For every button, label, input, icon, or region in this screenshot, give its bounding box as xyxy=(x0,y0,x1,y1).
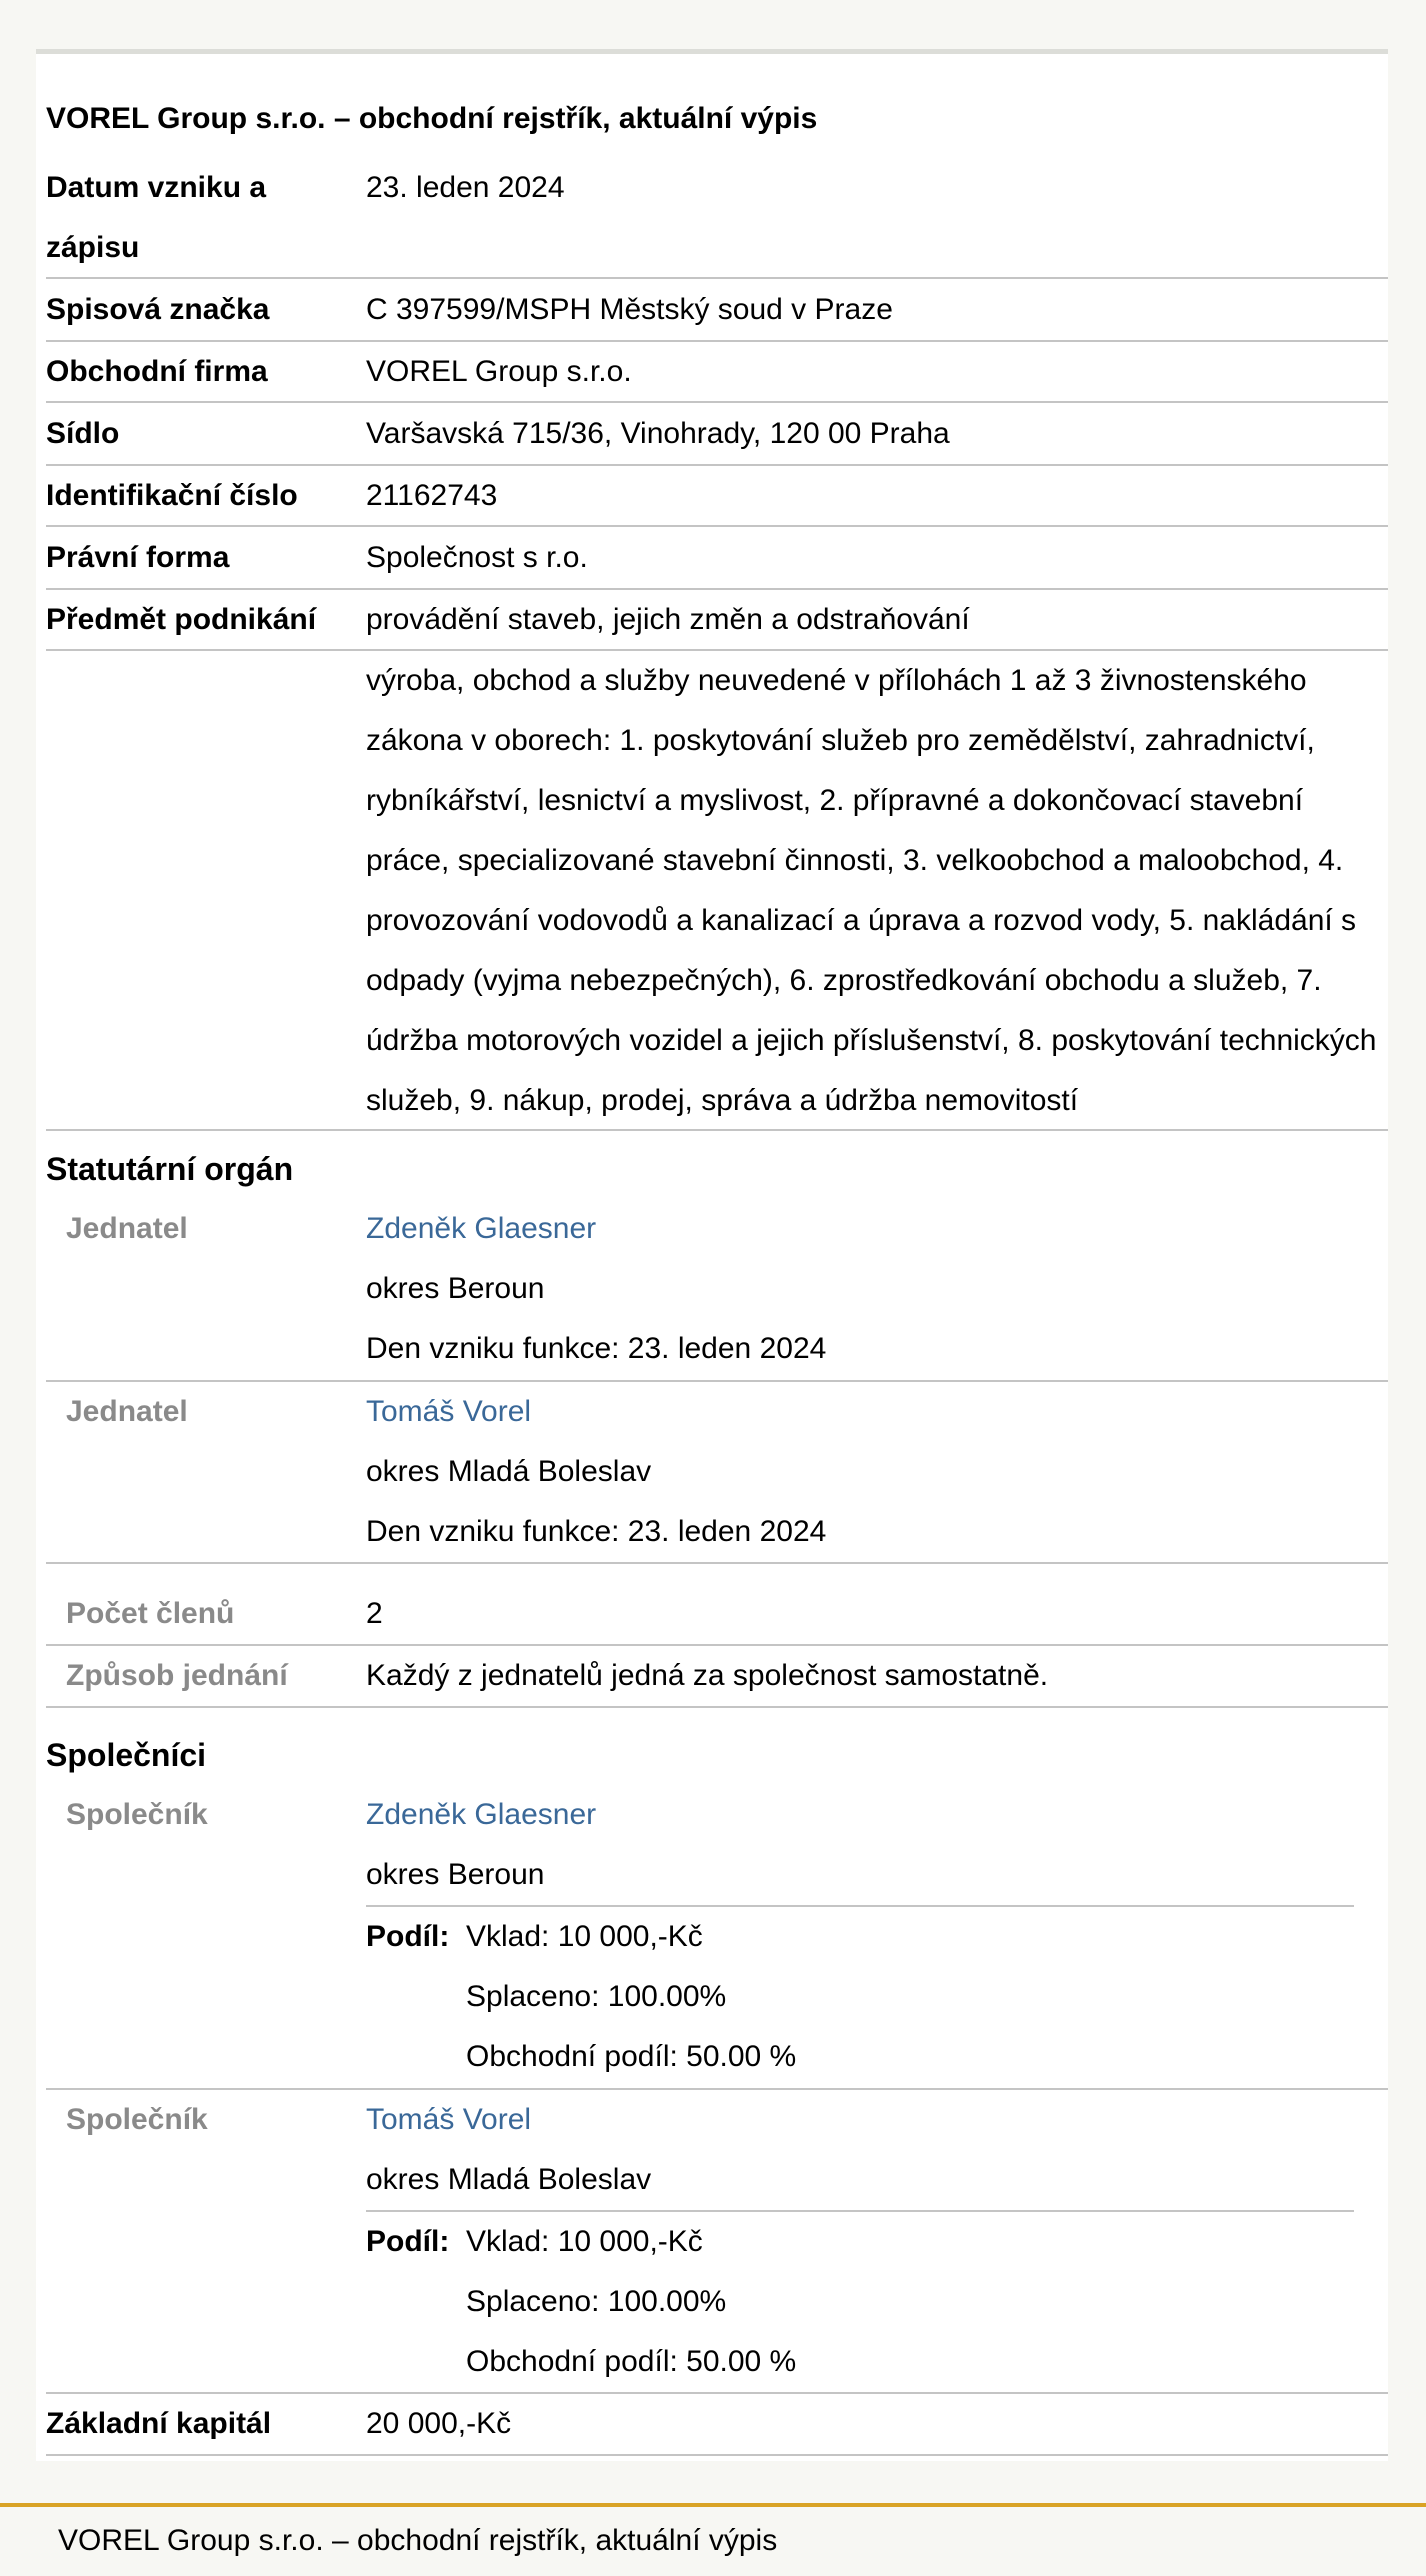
field-value: 23. leden 2024 xyxy=(366,171,565,204)
field-value: Každý z jednatelů jedná za společnost samostatně. xyxy=(366,1659,1049,1692)
member-name-link[interactable]: Zdeněk Glaesner xyxy=(366,1212,597,1245)
text-line: provozování vodovodů a kanalizací a úprava a rozvod vody, 5. nakládání s xyxy=(366,904,1357,937)
share-obchodni-podil: Obchodní podíl: 50.00 % xyxy=(466,2345,797,2378)
field-label: Počet členů xyxy=(66,1597,235,1630)
field-row-pravni-forma xyxy=(46,527,1388,590)
member-since: Den vzniku funkce: 23. leden 2024 xyxy=(366,1515,827,1548)
share-values xyxy=(466,1907,796,2087)
text-line: údržba motorových vozidel a jejich příslušenství, 8. poskytování technických xyxy=(366,1024,1377,1057)
member-details xyxy=(366,1382,1388,1562)
member-details xyxy=(366,1199,1388,1379)
field-row-ico xyxy=(46,466,1388,527)
text-line: rybníkářství, lesnictví a myslivost, 2. přípravné a dokončovací stavební xyxy=(366,784,1304,817)
partner-details xyxy=(366,1785,1388,1905)
member-row xyxy=(46,1199,1388,1382)
field-label-line: Datum vzniku a xyxy=(46,171,267,204)
partner-role: Společník xyxy=(66,1798,208,1831)
member-name-link[interactable]: Tomáš Vorel xyxy=(366,1395,532,1428)
register-extract xyxy=(36,49,1388,2461)
share-label: Podíl: xyxy=(366,2225,450,2258)
field-value: Společnost s r.o. xyxy=(366,541,588,574)
field-row-sidlo xyxy=(46,403,1388,466)
field-label: Předmět podnikání xyxy=(46,603,317,636)
partner-name-link[interactable]: Zdeněk Glaesner xyxy=(366,1798,597,1831)
field-value: 2 xyxy=(366,1597,383,1630)
share-splaceno: Splaceno: 100.00% xyxy=(466,1980,727,2013)
member-district: okres Beroun xyxy=(366,1272,545,1305)
field-row-spisova-znacka xyxy=(46,279,1388,342)
text-line: služeb, 9. nákup, prodej, správa a údržba nemovitostí xyxy=(366,1084,1079,1117)
field-value: 20 000,-Kč xyxy=(366,2407,512,2440)
document-title: VOREL Group s.r.o. – obchodní rejstřík, aktuální výpis xyxy=(46,102,818,135)
share-vklad: Vklad: 10 000,-Kč xyxy=(466,2225,703,2258)
page-footer xyxy=(0,2503,1426,2576)
field-row-predmet-podnikani xyxy=(46,590,1388,651)
field-row-predmet-podnikani-cont xyxy=(46,651,1388,1131)
member-role: Jednatel xyxy=(66,1395,188,1428)
field-label: Sídlo xyxy=(46,417,120,450)
field-row-datum-vzniku xyxy=(46,158,1388,279)
partner-district: okres Mladá Boleslav xyxy=(366,2163,652,2196)
field-row-zakladni-kapital xyxy=(46,2394,1388,2456)
member-district: okres Mladá Boleslav xyxy=(366,1455,652,1488)
field-value: C 397599/MSPH Městský soud v Praze xyxy=(366,293,893,326)
section-heading-spolecnici: Společníci xyxy=(46,1737,207,1773)
member-since: Den vzniku funkce: 23. leden 2024 xyxy=(366,1332,827,1365)
field-label xyxy=(46,158,346,278)
partner-row xyxy=(46,1785,1388,2090)
partner-name-link[interactable]: Tomáš Vorel xyxy=(366,2103,532,2136)
section-heading-statutarni-organ: Statutární orgán xyxy=(46,1151,294,1187)
text-line: výroba, obchod a služby neuvedené v přílohách 1 až 3 živnostenského xyxy=(366,664,1307,697)
field-label: Spisová značka xyxy=(46,293,270,326)
field-value: VOREL Group s.r.o. xyxy=(366,355,632,388)
share-values xyxy=(466,2212,796,2392)
field-label: Právní forma xyxy=(46,541,230,574)
field-label: Základní kapitál xyxy=(46,2407,272,2440)
field-label: Identifikační číslo xyxy=(46,479,298,512)
field-label: Obchodní firma xyxy=(46,355,268,388)
field-value-multiline xyxy=(366,651,1388,1131)
field-label-line: zápisu xyxy=(46,231,140,264)
field-value: 21162743 xyxy=(366,479,498,512)
member-role: Jednatel xyxy=(66,1212,188,1245)
share-splaceno: Splaceno: 100.00% xyxy=(466,2285,727,2318)
member-row xyxy=(46,1382,1388,1564)
footer-title: VOREL Group s.r.o. – obchodní rejstřík, aktuální výpis xyxy=(58,2524,778,2557)
field-row-pocet-clenu xyxy=(46,1564,1388,1646)
partner-role: Společník xyxy=(66,2103,208,2136)
partner-details xyxy=(366,2090,1388,2210)
partner-row xyxy=(46,2090,1388,2394)
partner-district: okres Beroun xyxy=(366,1858,545,1891)
text-line: zákona v oborech: 1. poskytování služeb pro zemědělství, zahradnictví, xyxy=(366,724,1315,757)
field-row-obchodni-firma xyxy=(46,342,1388,403)
field-row-zpusob-jednani xyxy=(46,1646,1388,1708)
share-label: Podíl: xyxy=(366,1920,450,1953)
share-obchodni-podil: Obchodní podíl: 50.00 % xyxy=(466,2040,797,2073)
share-vklad: Vklad: 10 000,-Kč xyxy=(466,1920,703,1953)
field-value: Varšavská 715/36, Vinohrady, 120 00 Praha xyxy=(366,417,950,450)
text-line: odpady (vyjma nebezpečných), 6. zprostředkování obchodu a služeb, 7. xyxy=(366,964,1322,997)
field-value: provádění staveb, jejich změn a odstraňování xyxy=(366,603,970,636)
text-line: práce, specializované stavební činnosti, 3. velkoobchod a maloobchod, 4. xyxy=(366,844,1344,877)
field-label: Způsob jednání xyxy=(66,1659,288,1692)
